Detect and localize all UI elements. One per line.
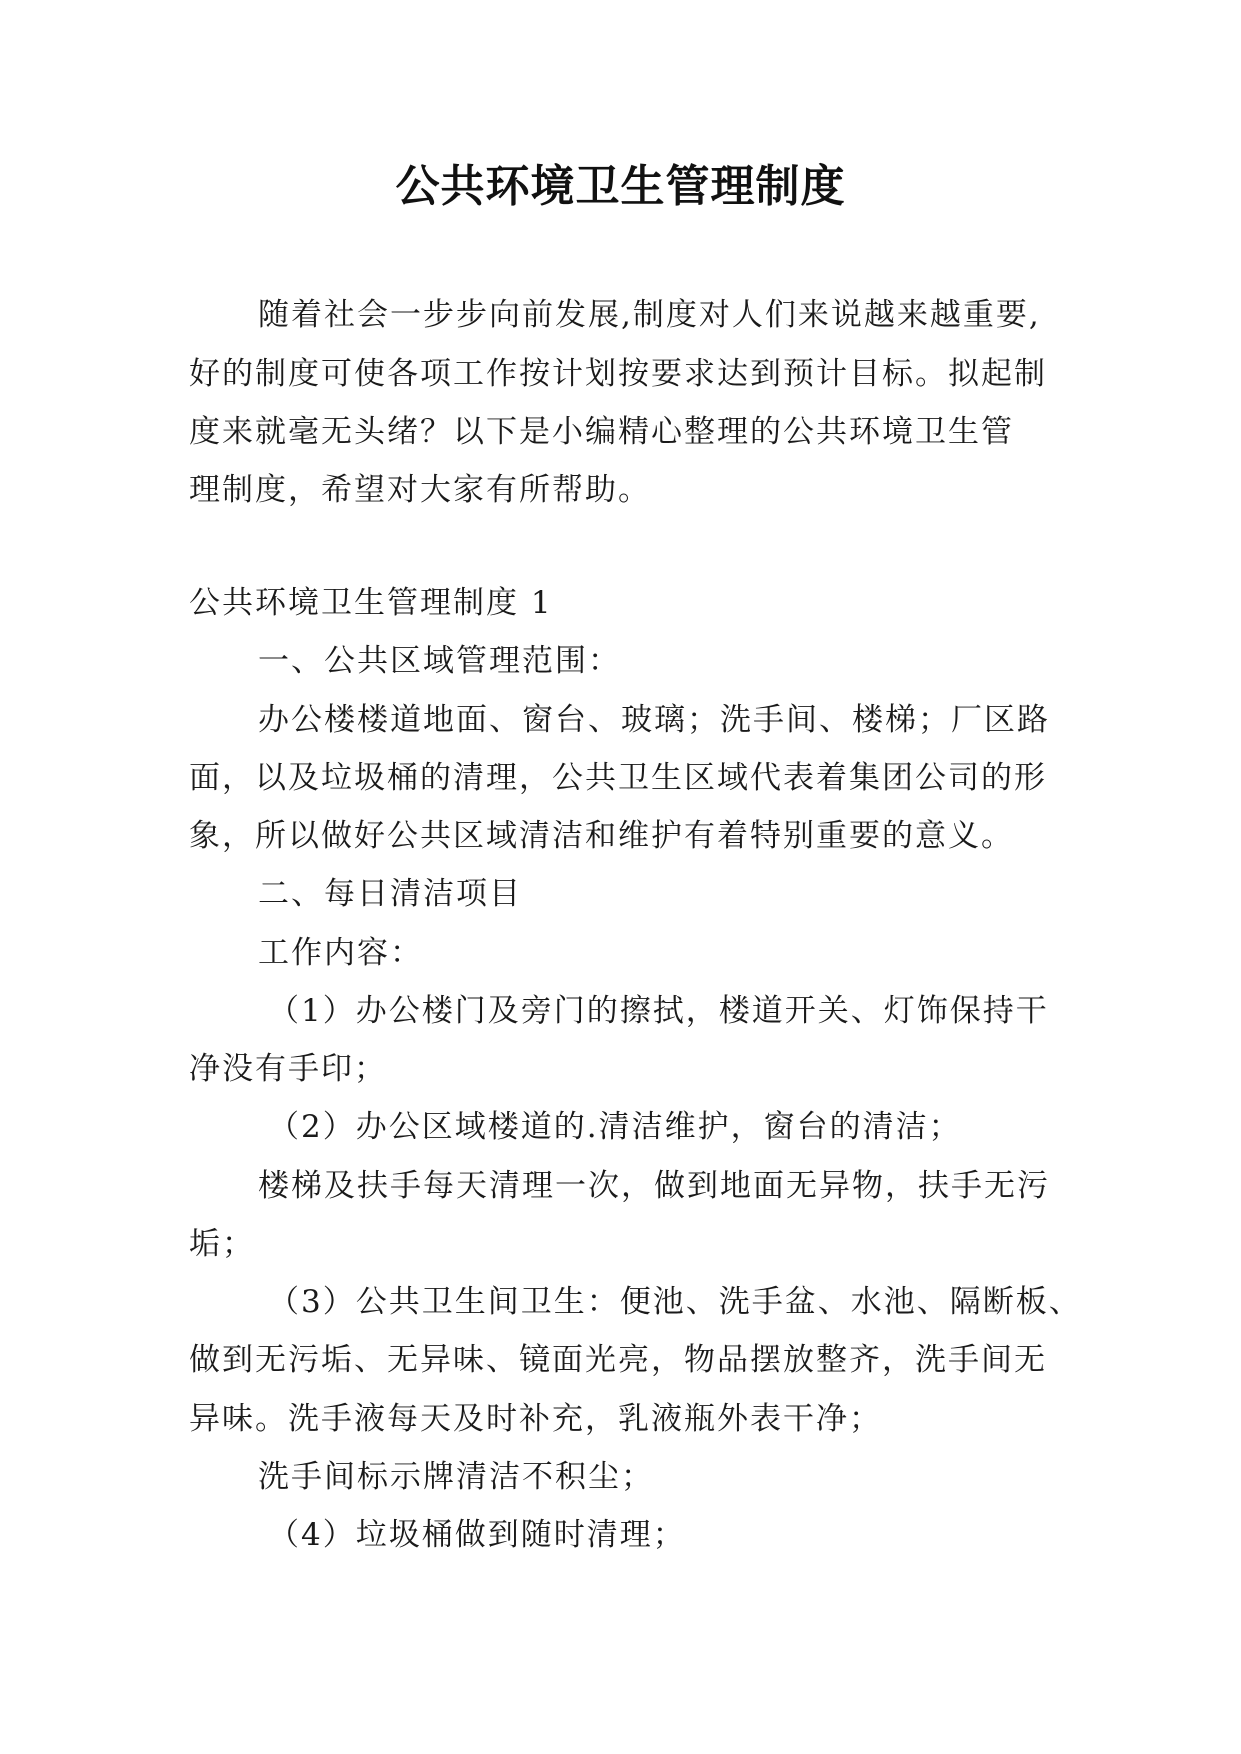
intro-line-2: 好的制度可使各项工作按计划按要求达到预计目标。拟起制 <box>189 356 1047 392</box>
body-line-6: 工作内容： <box>258 935 423 971</box>
body-line-11: 垢； <box>189 1226 255 1262</box>
body-line-15: 洗手间标示牌清洁不积尘； <box>258 1459 654 1495</box>
document-title: 公共环境卫生管理制度 <box>395 161 846 212</box>
body-line-5: 二、每日清洁项目 <box>258 876 522 912</box>
body-line-8: 净没有手印； <box>189 1051 387 1087</box>
body-line-9: （2）办公区域楼道的.清洁维护，窗台的清洁； <box>268 1109 962 1145</box>
body-line-14: 异味。洗手液每天及时补充，乳液瓶外表干净； <box>189 1401 882 1437</box>
body-line-2: 办公楼楼道地面、窗台、玻璃；洗手间、楼梯；厂区路 <box>258 702 1050 738</box>
body-line-13: 做到无污垢、无异味、镜面光亮，物品摆放整齐，洗手间无 <box>189 1342 1047 1378</box>
body-line-16: （4）垃圾桶做到随时清理； <box>268 1517 686 1553</box>
body-line-1: 一、公共区域管理范围： <box>258 643 621 679</box>
body-line-7: （1）办公楼门及旁门的擦拭，楼道开关、灯饰保持干 <box>268 993 1049 1029</box>
section-heading: 公共环境卫生管理制度 1 <box>189 585 553 621</box>
intro-line-3: 度来就毫无头绪？以下是小编精心整理的公共环境卫生管 <box>189 414 1014 450</box>
body-line-10: 楼梯及扶手每天清理一次，做到地面无异物，扶手无污 <box>258 1168 1050 1204</box>
body-line-3: 面，以及垃圾桶的清理，公共卫生区域代表着集团公司的形 <box>189 760 1047 796</box>
intro-line-4: 理制度，希望对大家有所帮助。 <box>189 472 651 508</box>
body-line-4: 象，所以做好公共区域清洁和维护有着特别重要的意义。 <box>189 818 1014 854</box>
body-line-12: （3）公共卫生间卫生：便池、洗手盆、水池、隔断板、 <box>268 1284 1082 1320</box>
intro-line-1: 随着社会一步步向前发展,制度对人们来说越来越重要, <box>258 297 1041 333</box>
